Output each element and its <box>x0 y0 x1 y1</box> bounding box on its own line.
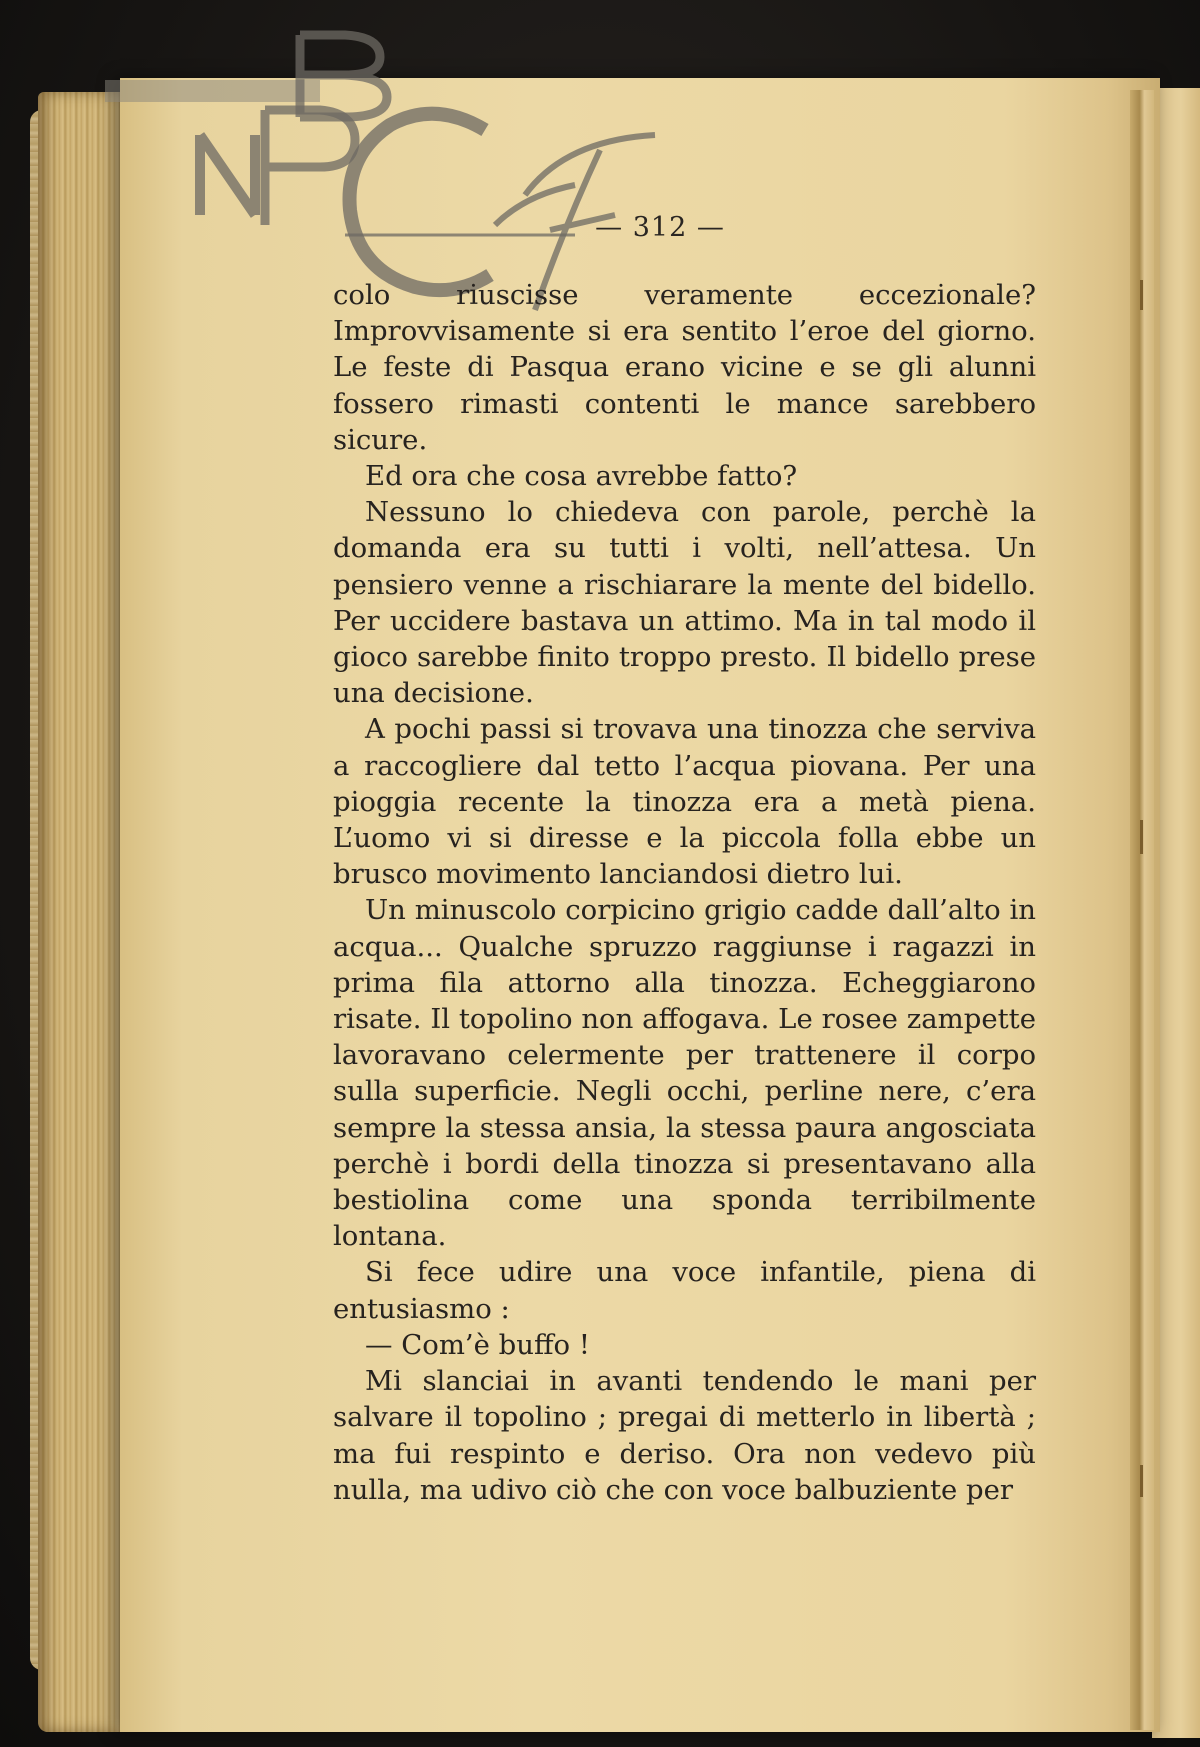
paragraph: A pochi passi si trovava una tinozza che serviva a raccogliere dal tetto l’acqua piovana. Per una pioggia recente la tinozza era a metà piena. L’uomo vi si diresse e la piccola folla ebbe un brusco movimento lanciandosi dietro lui. <box>333 713 1036 891</box>
paragraph: Nessuno lo chiedeva con parole, perchè la domanda era su tutti i volti, nell’attesa. Un pensiero venne a rischiarare la mente del bidello. Per uccidere bastava un attimo. Ma in tal modo il gioco sarebbe finito troppo presto. Il bidello prese una decisione. <box>333 496 1036 710</box>
binding-stitch <box>1140 1465 1143 1497</box>
paragraph: Ed ora che cosa avrebbe fatto? <box>365 460 798 493</box>
bncf-watermark-logo <box>95 25 695 315</box>
dialogue-line: — Com’è buffo ! <box>365 1328 590 1361</box>
binding-stitch <box>1140 280 1143 310</box>
paragraph: Si fece udire una voce infantile, piena di entusiasmo : <box>333 1256 1036 1325</box>
paragraph: colo riuscisse veramente eccezionale? Improvvisamente si era sentito l’eroe del giorno. Le feste di Pasqua erano vicine e se gli alunni fossero rimasti contenti le mance sarebbero sicure. <box>333 279 1036 456</box>
page-number: — 312 — <box>595 212 725 243</box>
paragraph: Un minuscolo corpicino grigio cadde dall’alto in acqua... Qualche spruzzo raggiunse i ragazzi in prima fila attorno alla tinozza. Echeggiarono risate. Il topolino non affogava. Le rosee zampette lavoravano celermente per trattenere il corpo sulla superficie. Negli occhi, perline nere, c’era sempre la stessa ansia, la stessa paura angosciata perchè i bordi della tinozza si presentavano alla bestiolina come una sponda terribilmente lontana. <box>333 894 1036 1253</box>
paragraph: Mi slanciai in avanti tendendo le mani per salvare il topolino ; pregai di metterlo in libertà ; ma fui respinto e deriso. Ora non vedevo più nulla, ma udivo ciò che con voce balbuziente per <box>333 1365 1036 1506</box>
binding-stitch <box>1140 820 1143 854</box>
body-text <box>333 277 1036 1508</box>
